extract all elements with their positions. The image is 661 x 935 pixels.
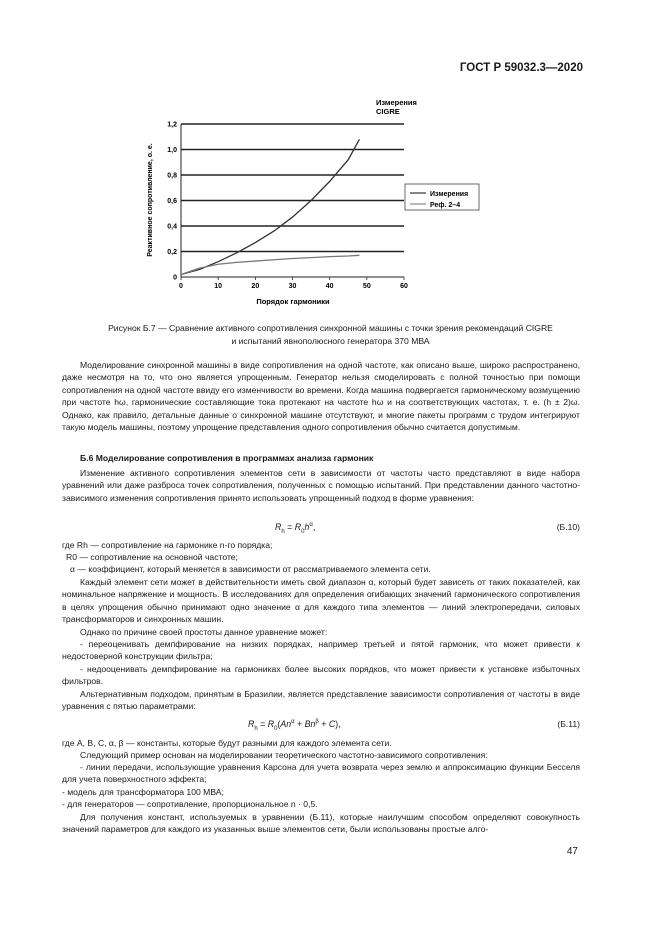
paragraph-11: - для генераторов — сопротивление, пропорциональное n · 0,5.: [62, 799, 318, 809]
x-axis-label: Порядок гармоники: [256, 297, 330, 306]
equation-b11: $R_h = R_0(An^\alpha + Bn^\beta + C)$,: [248, 719, 341, 732]
section-title: Б.6 Моделирование сопротивления в программах анализа гармоник: [80, 453, 374, 463]
paragraph-12: Для получения констант, используемых в уравнении (Б.11), которые наилучшим способом определяют совокупность значений параметров для каждого из указанных выше элементов сети, были использованы простые алго-: [62, 812, 580, 835]
figure-caption-line-2: и испытаний явнополюсного генератора 370 МВА: [231, 336, 430, 346]
legend-label-measurements: Измерения: [430, 191, 469, 198]
chart-series: [181, 139, 359, 274]
chart-ticks: [167, 122, 408, 291]
x-tick-label: 0: [179, 283, 183, 290]
chart-grid: [181, 124, 404, 252]
legend-label-ref: Реф. 2–4: [430, 202, 461, 209]
page-number: 47: [566, 846, 578, 857]
y-tick-label: 0: [173, 274, 177, 282]
document-header: ГОСТ Р 59032.3—2020: [459, 62, 583, 74]
series-line-measurements: [181, 139, 359, 274]
where-line-1: где Rh — сопротивление на гармонике n-го порядка;: [62, 540, 273, 550]
equation-b10-number: (Б.10): [556, 522, 580, 532]
x-tick-label: 30: [288, 283, 297, 290]
paragraph-1: Моделирование синхронной машины в виде сопротивления на одной частоте, как описано выше, широко распространено, даже несмотря на то, что оно является упрощенным. Генератор нельзя смоделировать с полной точностью при помощи сопротивления на одной частоте ввиду его изменчивости во времени. Когда машина подвергается гармоническому возмущению при частоте hω, гармонические составляющие тока протекают на частоте hω и на соответствующих частотах, т. е. (h ± 2)ω. Однако, как правило, детальные данные о синхронной машине отсутствуют, и многие пакеты программ с трудом интегрируют такую модель машины, поэтому упрощение представления одного сопротивления обычно считается допустимым.: [62, 360, 580, 433]
paragraph-6: - недооценивать демпфирование на гармониках более высоких порядков, что может привести к установке избыточных фильтров.: [62, 664, 580, 687]
y-tick-label: 0,2: [167, 249, 177, 256]
series-line-ref: [181, 255, 359, 274]
chart-title: Измерения CIGRE: [376, 98, 417, 116]
harmonic-resistance-chart: [140, 92, 500, 307]
paragraph-10: - модель для трансформатора 100 МВА;: [62, 787, 224, 797]
x-tick-label: 20: [251, 283, 260, 290]
y-tick-label: 1,0: [167, 147, 177, 154]
x-tick-label: 10: [214, 283, 223, 290]
y-tick-label: 0,8: [167, 172, 177, 180]
equation-b10: $R_h = R_0h^\alpha$,: [275, 522, 316, 535]
y-tick-label: 0,4: [167, 223, 177, 231]
paragraph-8: Следующий пример основан на моделировании теоретического частотно-зависимого сопротивления:: [80, 750, 488, 760]
y-tick-label: 1,2: [167, 121, 177, 129]
y-axis-label: Реактивное сопротивление, о. е.: [147, 143, 154, 257]
where-line-4: где A, B, C, α, β — константы, которые будут разными для каждого элемента сети.: [62, 738, 392, 748]
x-tick-label: 60: [400, 283, 408, 290]
paragraph-4: Однако по причине своей простоты данное уравнение может:: [80, 627, 328, 637]
where-line-2: R0 — сопротивление на основной частоте;: [66, 552, 238, 562]
paragraph-3: Каждый элемент сети может в действительности иметь свой диапазон α, который будет зависеть от таких показателей, как номинальное напряжение и мощность. В исследованиях для определения огибающих значений гармонического сопротивления в целях упрощения обычно принимают одно значение α для каждого типа элементов — линий электропередачи, силовых трансформаторов и синхронных машин.: [62, 577, 580, 625]
x-tick-label: 40: [325, 283, 334, 290]
x-tick-label: 50: [362, 283, 371, 290]
equation-b11-number: (Б.11): [557, 719, 580, 729]
paragraph-2: Изменение активного сопротивления элементов сети в зависимости от частоты часто представляют в виде набора уравнений или даже разброса точек сопротивления, полученных с помощью испытаний. При представлении данного частотно-зависимого изменения сопротивления принято использовать упрощенный подход в форме уравнения:: [62, 468, 580, 503]
figure-caption-line-1: Рисунок Б.7 — Сравнение активного сопротивления синхронной машины с точки зрения рекомендаций CIGRE: [108, 323, 553, 333]
where-line-3: α — коэффициент, который меняется в зависимости от рассматриваемого элемента сети.: [70, 564, 431, 574]
paragraph-5: - переоценивать демпфирование на низких порядках, например третьей и пятой гармоник, что может привести к недостоверной конструкции фильтра;: [62, 639, 580, 662]
paragraph-7: Альтернативным подходом, принятым в Бразилии, является представление зависимости сопротивления от частоты в виде уравнения с пятью параметрами:: [62, 689, 580, 712]
paragraph-9: - линии передачи, использующие уравнения Карсона для учета возврата через землю и аппроксимацию функции Бесселя для учета поверхностного эффекта;: [62, 762, 580, 785]
chart-legend: [405, 184, 479, 210]
y-tick-label: 0,6: [167, 198, 177, 205]
